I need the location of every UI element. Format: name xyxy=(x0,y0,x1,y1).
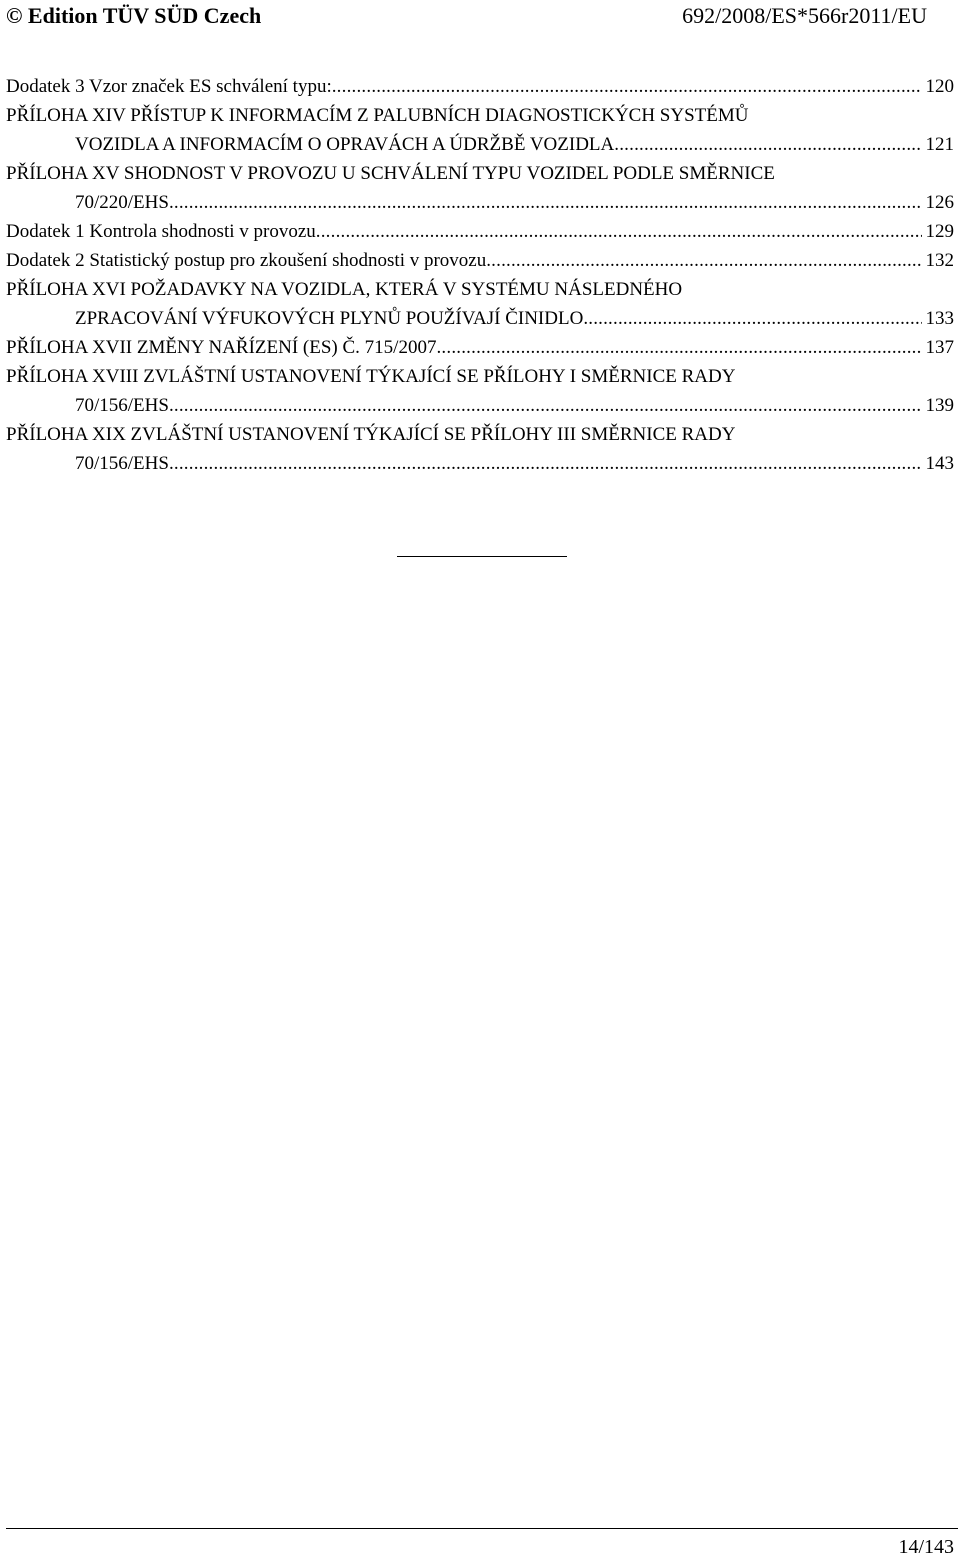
toc-entry-title-row xyxy=(6,333,922,362)
toc-dot-leader xyxy=(316,217,922,246)
toc-entry-title: PŘÍLOHA XV SHODNOST V PROVOZU U SCHVÁLENÍ TYPU VOZIDEL PODLE SMĚRNICE xyxy=(6,163,775,184)
toc-entry-title-continued: 70/156/EHS xyxy=(75,395,169,416)
toc-entry-title-block xyxy=(6,159,954,217)
toc-dot-leader xyxy=(486,246,921,275)
section-end-rule xyxy=(397,556,567,557)
toc-entry-title-row xyxy=(6,304,954,333)
toc-dot-leader xyxy=(614,130,921,159)
header-document-id: 692/2008/ES*566r2011/EU xyxy=(682,3,927,28)
toc-entry-title-block xyxy=(6,101,954,159)
toc-dot-leader xyxy=(583,304,921,333)
toc-entry[interactable] xyxy=(6,362,954,420)
toc-page-number: 133 xyxy=(925,308,954,329)
toc-page-number: 120 xyxy=(925,76,954,97)
toc-entry-title-row xyxy=(6,391,954,420)
toc-entry[interactable] xyxy=(6,159,954,217)
toc-entry[interactable] xyxy=(6,246,954,275)
toc-page-number: 121 xyxy=(925,134,954,155)
toc-entry-title: PŘÍLOHA XVI POŽADAVKY NA VOZIDLA, KTERÁ V SYSTÉMU NÁSLEDNÉHO xyxy=(6,279,683,300)
toc-entry-title: PŘÍLOHA XIV PŘÍSTUP K INFORMACÍM Z PALUBNÍCH DIAGNOSTICKÝCH SYSTÉMŮ xyxy=(6,105,749,126)
toc-dot-leader xyxy=(169,188,922,217)
toc-dot-leader xyxy=(436,333,921,362)
toc-entry[interactable] xyxy=(6,101,954,159)
footer-divider xyxy=(6,1528,958,1529)
toc-page-number: 129 xyxy=(925,221,954,242)
toc-entry[interactable] xyxy=(6,333,954,362)
toc-entry[interactable] xyxy=(6,217,954,246)
toc-dot-leader xyxy=(169,449,922,478)
toc-entry-title-row xyxy=(6,217,922,246)
toc-entry-title-continued: ZPRACOVÁNÍ VÝFUKOVÝCH PLYNŮ POUŽÍVAJÍ ČINIDLO xyxy=(75,308,584,329)
toc-entry-title-continued: 70/220/EHS xyxy=(75,192,169,213)
header-publisher: © Edition TÜV SÜD Czech xyxy=(6,3,262,28)
toc-entry-title-block xyxy=(6,420,954,478)
toc-page-number: 139 xyxy=(925,395,954,416)
toc-entry-title-continued: VOZIDLA A INFORMACÍM O OPRAVÁCH A ÚDRŽBĚ VOZIDLA xyxy=(75,134,615,155)
toc-entry-title-block xyxy=(6,275,954,333)
toc-entry[interactable] xyxy=(6,72,954,101)
toc-page-number: 126 xyxy=(925,192,954,213)
toc-entry-title: Dodatek 3 Vzor značek ES schválení typu: xyxy=(6,76,332,97)
toc-entry-title-row xyxy=(6,246,922,275)
toc-entry-title-row xyxy=(6,72,922,101)
toc-entry-title-block xyxy=(6,362,954,420)
toc-page-number: 143 xyxy=(925,453,954,474)
toc-entry-title: Dodatek 1 Kontrola shodnosti v provozu xyxy=(6,221,316,242)
toc-entry-title: PŘÍLOHA XVII ZMĚNY NAŘÍZENÍ (ES) Č. 715/2007 xyxy=(6,337,437,358)
toc-entry-title-row xyxy=(6,449,954,478)
toc-entry-title-row xyxy=(6,188,954,217)
page-header xyxy=(0,0,960,34)
toc-entry-title: PŘÍLOHA XIX ZVLÁŠTNÍ USTANOVENÍ TÝKAJÍCÍ SE PŘÍLOHY III SMĚRNICE RADY xyxy=(6,424,736,445)
toc-dot-leader xyxy=(169,391,922,420)
toc-entry-title: Dodatek 2 Statistický postup pro zkoušení shodnosti v provozu xyxy=(6,250,487,271)
toc-entry-title: PŘÍLOHA XVIII ZVLÁŠTNÍ USTANOVENÍ TÝKAJÍCÍ SE PŘÍLOHY I SMĚRNICE RADY xyxy=(6,366,736,387)
page-number: 14/143 xyxy=(898,1536,954,1558)
table-of-contents xyxy=(6,72,954,478)
toc-dot-leader xyxy=(332,72,922,101)
toc-entry-title-row xyxy=(6,130,954,159)
toc-page-number: 132 xyxy=(925,250,954,271)
toc-entry[interactable] xyxy=(6,420,954,478)
toc-entry[interactable] xyxy=(6,275,954,333)
toc-page-number: 137 xyxy=(925,337,954,358)
toc-entry-title-continued: 70/156/EHS xyxy=(75,453,169,474)
